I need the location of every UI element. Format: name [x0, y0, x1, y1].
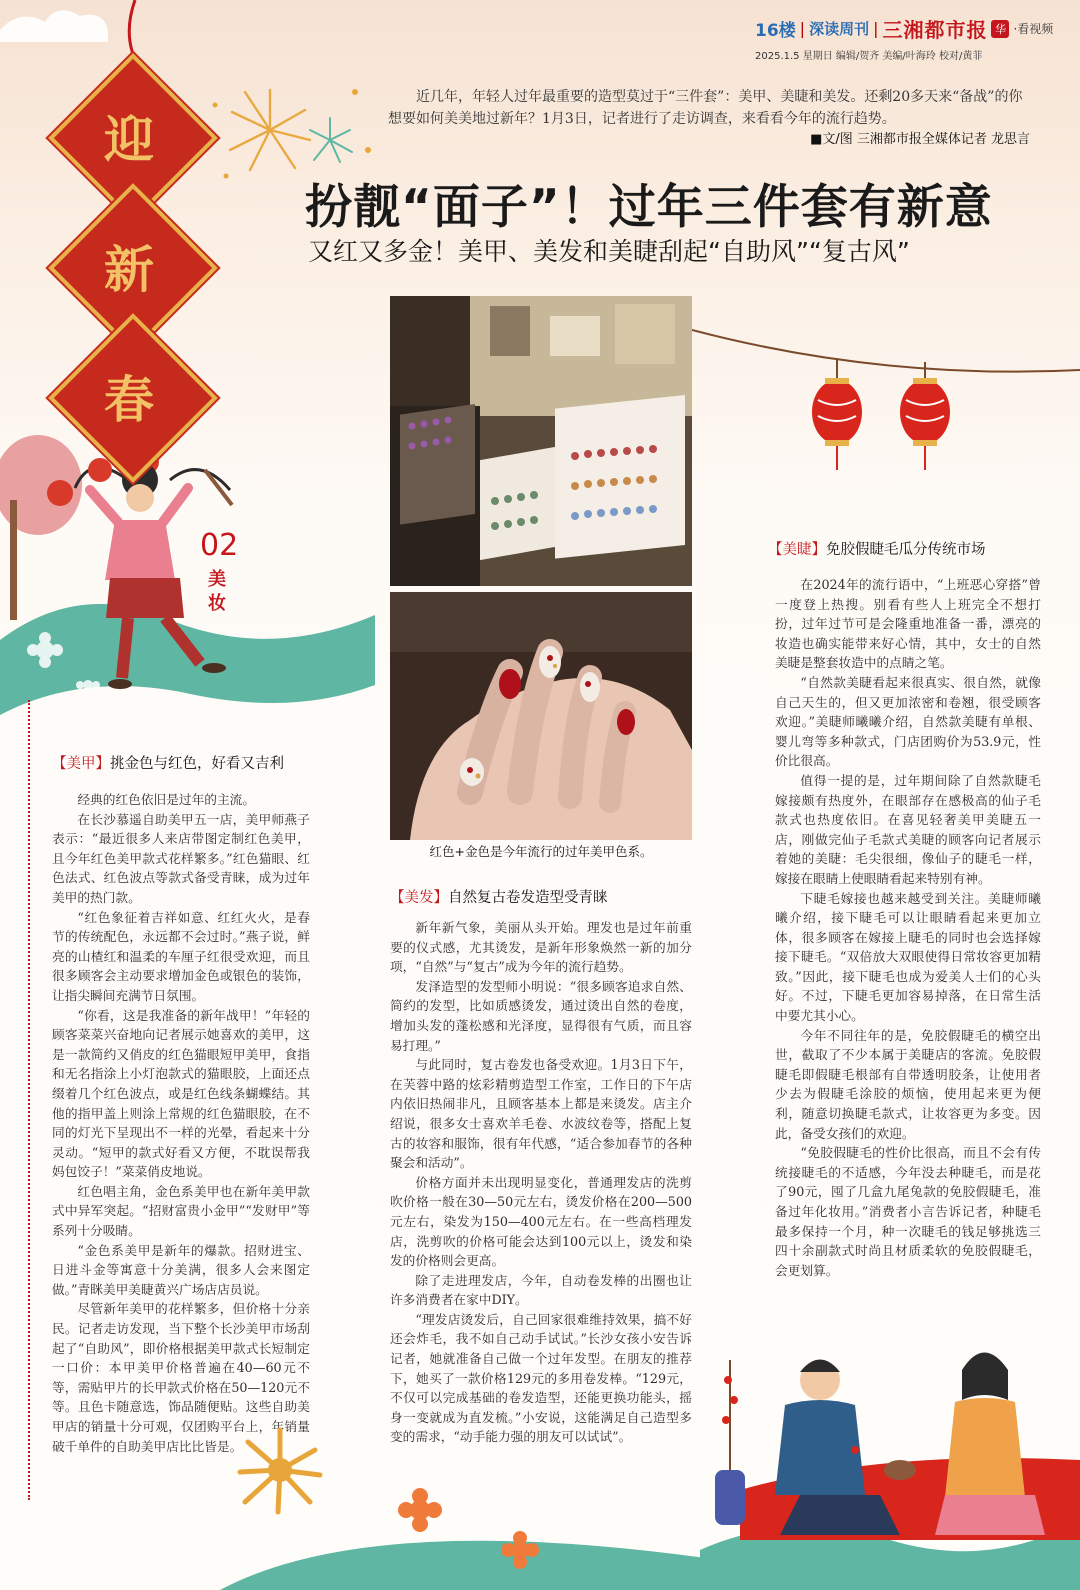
paragraph: 下睫毛嫁接也越来越受到关注。美睫师曦曦介绍，接下睫毛可以让眼睛看起来更加立体，很多顾客在嫁接上睫毛的同时也会选择嫁接下睫毛。“双倍放大双眼使得日常妆容更加精致。”因此，接下睫毛也成为爱美人士们的心头好。不过，下睫毛更加容易掉落，在日常生活中要尤其小心。: [775, 890, 1041, 1024]
tea-party-illustration: [700, 1320, 1080, 1590]
paragraph: “红色象征着吉祥如意、红红火火，是春节的传统配色，永远都不会过时。”燕子说，鲜亮的山楂红和温柔的车厘子红很受欢迎，而且很多顾客会主动要求增加金色或银色的装饰，让指尖瞬间充满节日氛围。: [52, 909, 310, 1003]
lashes-title: 免胶假睫毛瓜分传统市场: [826, 542, 986, 558]
newspaper-logo-icon: 华: [991, 20, 1009, 38]
paragraph: 价格方面并未出现明显变化，普通理发店的洗剪吹价格一般在30—50元左右，烫发价格在200—500元左右，染发为150—400元左右。在一些高档理发店，洗剪吹的价格可能会达到100元以上，烫发和染发的价格则会更高。: [390, 1174, 692, 1269]
lashes-section-heading: [768, 538, 986, 559]
paragraph: 除了走进理发店，今年，自动卷发棒的出圈也让许多消费者在家中DIY。: [390, 1272, 692, 1308]
section-number: 02: [200, 528, 239, 563]
paragraph: “自然款美睫看起来很真实、很自然，就像自己天生的，但又更加浓密和卷翘，很受顾客欢迎。”美睫师曦曦介绍，自然款美睫有单根、婴儿弯等多种款式，门店团购价为53.9元，性价比很高。: [775, 674, 1041, 769]
nail-polish-display-photo: [390, 296, 692, 586]
hair-section-heading: [390, 886, 608, 907]
banner-char: 春: [104, 370, 154, 429]
red-gold-nails-photo: [390, 592, 692, 840]
new-year-banner: [0, 0, 260, 480]
lashes-tag: 【美睫】: [768, 542, 826, 558]
paragraph: “你看，这是我准备的新年战甲！”年轻的顾客菜菜兴奋地向记者展示她喜欢的美甲，这是一款简约又俏皮的红色猫眼短甲美甲，食指和无名指涂上小灯泡款式的猫眼胶，上面还点缀着几个红色波点，或是红色线条蝴蝶结。其他的指甲盖上则涂上常规的红色猫眼胶，在不同的灯光下呈现出不一样的光晕，看起来十分灵动。“短甲的款式好看又方便，不耽误帮我妈包饺子！”菜菜俏皮地说。: [52, 1007, 310, 1180]
hair-tag: 【美发】: [390, 890, 448, 906]
banner-char: 新: [104, 240, 154, 299]
nails-section-heading: [52, 752, 284, 773]
video-label: ·看视频: [1013, 22, 1054, 36]
column-name: 深读周刊: [809, 20, 870, 38]
column-divider: [28, 700, 33, 1500]
photo-caption: 红色+金色是今年流行的过年美甲色系。: [429, 844, 653, 859]
masthead: 16楼 | 深读周刊 | 三湘都市报 华 ·看视频 2025.1.5 星期日 编辑/贺齐 美编/叶海玲 校对/黄菲: [755, 14, 1065, 58]
byline: ■文/图 三湘都市报全媒体记者 龙思言: [810, 132, 1030, 147]
lead-paragraph: 近几年，年轻人过年最重要的造型莫过于“三件套”：美甲、美睫和美发。还剩20多天来“备战”的你想要如何美美地过新年？1月3日，记者进行了走访调查，来看看今年的流行趋势。: [388, 89, 1023, 127]
headline: 扮靓“面子”！过年三件套有新意: [305, 180, 993, 235]
paragraph: “金色系美甲是新年的爆款。招财进宝、日进斗金等寓意十分美满，很多人会来图定做。”青眯美甲美睫黄兴广场店店员说。: [52, 1242, 310, 1297]
flower-decoration: [220, 1410, 720, 1590]
paragraph: “免胶假睫毛的性价比很高，而且不会有传统接睫毛的不适感，今年没去种睫毛，而是花了90元，囤了几盒九尾兔款的免胶假睫毛，准备过年化妆用。”消费者小言告诉记者，种睫毛最多保持一个月，种一次睫毛的钱足够挑选三四十余副款式时尚且材质柔软的免胶假睫毛，会更划算。: [775, 1145, 1041, 1278]
paragraph: “理发店烫发后，自己回家很难维持效果，搞不好还会炸毛，我不如自己动手试试。”长沙女孩小安告诉记者，她就准备自己做一个过年发型。在朋友的推荐下，她买了一款价格129元的多用卷发棒。“129元，不仅可以完成基础的卷发造型，还能更换功能头，摇身一变就成为直发梳。”小安说，这能满足自己造型多变的需求，“动手能力强的朋友可以试试”。: [390, 1311, 692, 1445]
issue-info: 2025.1.5 星期日 编辑/贺齐 美编/叶海玲 校对/黄菲: [755, 51, 983, 62]
paragraph: 新年新气象，美丽从头开始。理发也是过年前重要的仪式感，尤其烫发，是新年形象焕然一新的加分项，“自然”与“复古”成为今年的流行趋势。: [390, 920, 692, 975]
section-label: 美妆: [208, 569, 226, 614]
banner-char: 迎: [104, 110, 154, 169]
paragraph: 发泽造型的发型师小明说：“很多顾客追求自然、简约的发型，比如质感烫发，通过烫出自然的卷度，增加头发的蓬松感和光泽度，显得很有气质，而且容易打理。”: [390, 978, 692, 1053]
paragraph: 经典的红色依旧是过年的主流。: [77, 792, 256, 807]
page-floor: 16楼: [755, 21, 796, 41]
paragraph: 尽管新年美甲的花样繁多，但价格十分亲民。记者走访发现，当下整个长沙美甲市场刮起了“自助风”，即价格根据美甲款式长短制定一口价：本甲美甲价格普遍在40—60元不等，需贴甲片的长甲款式价格在50—120元不等。且色卡随意选，饰品随便贴。这些自助美甲店的销量十分可观，仅团购平台上，年销量破千单件的自助美甲店比比皆是。: [52, 1301, 310, 1454]
newspaper-name: 三湘都市报: [882, 18, 988, 42]
subheadline: 又红又多金！美甲、美发和美睫刮起“自助风”“复古风”: [308, 237, 910, 266]
lanterns-decoration: [692, 320, 1080, 480]
paragraph: 与此同时，复古卷发也备受欢迎。1月3日下午，在芙蓉中路的炫彩精剪造型工作室，工作日的下午店内依旧热闹非凡，且顾客基本上都是来烫发。店主介绍说，很多女士喜欢羊毛卷、水波纹卷等，搭配上复古的妆容和服饰，很有年代感，“适合参加春节的各种聚会和活动”。: [390, 1057, 692, 1171]
hair-article-body: [390, 918, 692, 1447]
paragraph: 在2024年的流行语中，“上班恶心穿搭”曾一度登上热搜。别看有些人上班完全不想打扮，过年过节可是会隆重地准备一番，漂亮的妆造也确实能带来好心情，其中，女士的自然美睫是整套妆造中的点睛之笔。: [775, 577, 1041, 671]
paragraph: 值得一提的是，过年期间除了自然款睫毛嫁接颇有热度外，在眼部存在感极高的仙子毛款式也热度依旧。在喜见轻奢美甲美睫五一店，刚做完仙子毛款式美睫的顾客向记者展示着她的美睫：毛尖很细，像仙子的睫毛一样，嫁接在眼睛上使眼睛看起来特别有神。: [775, 772, 1041, 886]
hair-title: 自然复古卷发造型受青睐: [448, 890, 608, 906]
nails-article-body: [52, 790, 310, 1456]
nails-tag: 【美甲】: [52, 756, 110, 772]
paragraph: 今年不同往年的是，免胶假睫毛的横空出世，截取了不少本属于美睫店的客流。免胶假睫毛即假睫毛根部有自带透明胶条，让使用者少去为假睫毛涂胶的烦恼，使用起来更为便利，随意切换睫毛款式，让妆容更为多变。因此，备受女孩们的欢迎。: [775, 1027, 1041, 1141]
lashes-article-body: [775, 575, 1041, 1280]
nails-title: 挑金色与红色，好看又吉利: [110, 756, 284, 772]
paragraph: 在长沙慕遥自助美甲五一店，美甲师燕子表示：“最近很多人来店带图定制红色美甲，且今年红色美甲款式花样繁多。”红色猫眼、红色法式、红色波点等款式备受青睐，成为过年美甲的热门款。: [52, 811, 310, 905]
paragraph: 红色唱主角，金色系美甲也在新年美甲款式中异军突起。“招财富贵小金甲”“发财甲”等系列十分吸睛。: [52, 1183, 310, 1239]
